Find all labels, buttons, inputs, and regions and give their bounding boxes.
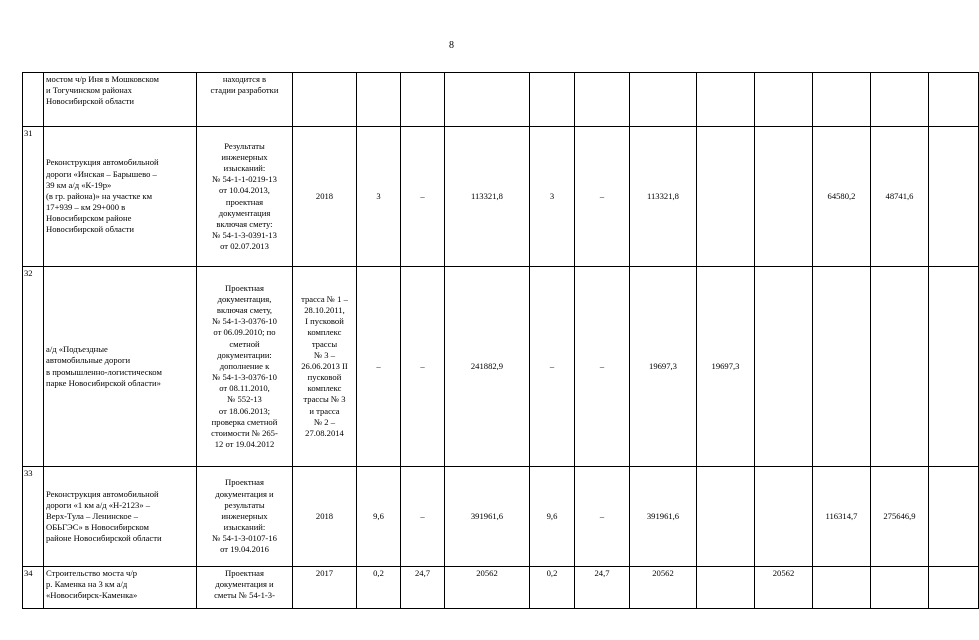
row-number: 31 [23,127,44,267]
value-cell-5: 24,7 [575,567,630,609]
value-cell-6: 113321,8 [630,127,697,267]
value-cell-8 [755,73,813,127]
value-cell-10 [871,73,929,127]
value-cell-6: 19697,3 [630,267,697,467]
value-cell-4 [530,73,575,127]
value-cell-4: 9,6 [530,467,575,567]
value-cell-10: 48741,6 [871,127,929,267]
object-name: Строительство моста ч/р р. Каменка на 3 км а/д «Новосибирск-Каменка» [44,567,197,609]
table-row [23,73,979,127]
object-name: Реконструкция автомобильной дороги «Инская – Барышево – 39 км а/д «К-19р» (в гр. района)» на участке км 17+939 – км 29+000 в Новосибирском районе Новосибирской области [44,127,197,267]
value-cell-5: – [575,267,630,467]
value-cell-4: 0,2 [530,567,575,609]
start-date: 2017 [293,567,357,609]
project-documentation: Проектная документация и результаты инженерных изысканий: № 54-1-3-0107-16 от 19.04.2016 [197,467,293,567]
table-row [23,127,979,267]
table-row [23,267,979,467]
value-cell-4: – [530,267,575,467]
value-cell-7: 19697,3 [697,267,755,467]
value-cell-6: 391961,6 [630,467,697,567]
object-name: Реконструкция автомобильной дороги «1 км а/д «Н-2123» – Верх-Тула – Ленинское – ОБЬГЭС» в Новосибирском районе Новосибирской области [44,467,197,567]
value-cell-7 [697,127,755,267]
value-cell-11 [929,73,979,127]
value-cell-2 [401,73,445,127]
row-number [23,73,44,127]
value-cell-11 [929,467,979,567]
value-cell-11 [929,567,979,609]
row-number: 32 [23,267,44,467]
value-cell-5: – [575,127,630,267]
value-cell-1: 0,2 [357,567,401,609]
value-cell-7 [697,567,755,609]
row-number: 34 [23,567,44,609]
value-cell-11 [929,127,979,267]
value-cell-3: 391961,6 [445,467,530,567]
value-cell-9: 116314,7 [813,467,871,567]
value-cell-7 [697,73,755,127]
value-cell-3 [445,73,530,127]
objects-table [22,72,979,609]
value-cell-1: 3 [357,127,401,267]
value-cell-10 [871,267,929,467]
project-documentation: находится в стадии разработки [197,73,293,127]
table-row [23,467,979,567]
project-documentation: Проектная документация, включая смету, № 54-1-3-0376-10 от 06.09.2010; по сметной документации: дополнение к № 54-1-3-0376-10 от 08.11.2010, № 552-13 от 18.06.2013; проверка сметной стоимости № 265- 12 от 19.04.2012 [197,267,293,467]
value-cell-2: – [401,467,445,567]
value-cell-8 [755,467,813,567]
value-cell-3: 241882,9 [445,267,530,467]
value-cell-2: 24,7 [401,567,445,609]
value-cell-1: 9,6 [357,467,401,567]
value-cell-8 [755,127,813,267]
value-cell-8 [755,267,813,467]
start-date [293,73,357,127]
row-number: 33 [23,467,44,567]
value-cell-4: 3 [530,127,575,267]
value-cell-7 [697,467,755,567]
table-row [23,567,979,609]
value-cell-3: 113321,8 [445,127,530,267]
project-documentation: Проектная документация и сметы № 54-1-3- [197,567,293,609]
start-date: 2018 [293,127,357,267]
project-documentation: Результаты инженерных изысканий: № 54-1-1-0219-13 от 10.04.2013, проектная документация включая смету: № 54-1-3-0391-13 от 02.07.2013 [197,127,293,267]
value-cell-9: 64580,2 [813,127,871,267]
value-cell-6 [630,73,697,127]
value-cell-2: – [401,267,445,467]
object-name: а/д «Подъездные автомобильные дороги в промышленно-логистическом парке Новосибирской области» [44,267,197,467]
value-cell-2: – [401,127,445,267]
value-cell-10: 275646,9 [871,467,929,567]
value-cell-1: – [357,267,401,467]
value-cell-6: 20562 [630,567,697,609]
value-cell-5 [575,73,630,127]
start-date: трасса № 1 – 28.10.2011, I пусковой комплекс трассы № 3 – 26.06.2013 II пусковой комплекс трассы № 3 и трасса № 2 – 27.08.2014 [293,267,357,467]
value-cell-5: – [575,467,630,567]
value-cell-9 [813,73,871,127]
value-cell-1 [357,73,401,127]
value-cell-3: 20562 [445,567,530,609]
value-cell-8: 20562 [755,567,813,609]
page-number: 8 [449,40,454,51]
value-cell-11 [929,267,979,467]
object-name: мостом ч/р Иня в Мошковском и Тогучинском районах Новосибирской области [44,73,197,127]
start-date: 2018 [293,467,357,567]
value-cell-10 [871,567,929,609]
value-cell-9 [813,567,871,609]
value-cell-9 [813,267,871,467]
